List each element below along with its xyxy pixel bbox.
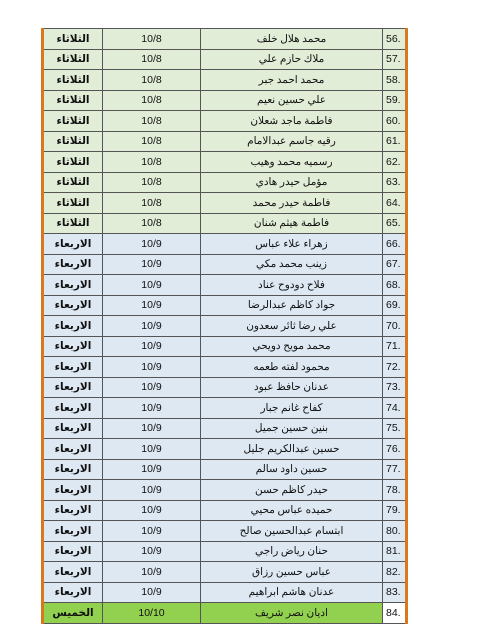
number-cell: 63. bbox=[383, 172, 407, 193]
number-cell: 64. bbox=[383, 193, 407, 214]
number-cell: 73. bbox=[383, 377, 407, 398]
date-cell: 10/10 bbox=[103, 603, 201, 624]
day-cell: الاربعاء bbox=[43, 377, 103, 398]
date-cell: 10/9 bbox=[103, 316, 201, 337]
day-cell: الثلاثاء bbox=[43, 152, 103, 173]
schedule-table-body bbox=[43, 29, 407, 624]
table-row bbox=[43, 439, 407, 460]
day-cell: الاربعاء bbox=[43, 295, 103, 316]
table-row bbox=[43, 480, 407, 501]
name-cell: جواد كاظم عبدالرضا bbox=[201, 295, 383, 316]
table-row bbox=[43, 562, 407, 583]
date-cell: 10/8 bbox=[103, 90, 201, 111]
name-cell: بنين حسين جميل bbox=[201, 418, 383, 439]
table-row bbox=[43, 500, 407, 521]
day-cell: الثلاثاء bbox=[43, 70, 103, 91]
date-cell: 10/8 bbox=[103, 70, 201, 91]
date-cell: 10/9 bbox=[103, 459, 201, 480]
table-row bbox=[43, 131, 407, 152]
number-cell: 62. bbox=[383, 152, 407, 173]
name-cell: حميده عباس محيي bbox=[201, 500, 383, 521]
name-cell: حيدر كاظم حسن bbox=[201, 480, 383, 501]
date-cell: 10/9 bbox=[103, 562, 201, 583]
day-cell: الثلاثاء bbox=[43, 49, 103, 70]
table-row bbox=[43, 398, 407, 419]
day-cell: الاربعاء bbox=[43, 398, 103, 419]
name-cell: حنان رياض راجي bbox=[201, 541, 383, 562]
table-row bbox=[43, 111, 407, 132]
day-cell: الاربعاء bbox=[43, 418, 103, 439]
table-row bbox=[43, 295, 407, 316]
date-cell: 10/9 bbox=[103, 336, 201, 357]
day-cell: الاربعاء bbox=[43, 459, 103, 480]
number-cell: 61. bbox=[383, 131, 407, 152]
name-cell: كفاح غانم جبار bbox=[201, 398, 383, 419]
date-cell: 10/9 bbox=[103, 357, 201, 378]
name-cell: علي رضا ثائر سعدون bbox=[201, 316, 383, 337]
number-cell: 83. bbox=[383, 582, 407, 603]
name-cell: محمود لفته طعمه bbox=[201, 357, 383, 378]
number-cell: 56. bbox=[383, 29, 407, 50]
name-cell: مؤمل حيدر هادي bbox=[201, 172, 383, 193]
date-cell: 10/8 bbox=[103, 49, 201, 70]
day-cell: الاربعاء bbox=[43, 582, 103, 603]
number-cell: 65. bbox=[383, 213, 407, 234]
day-cell: الاربعاء bbox=[43, 521, 103, 542]
date-cell: 10/8 bbox=[103, 213, 201, 234]
number-cell: 79. bbox=[383, 500, 407, 521]
table-row bbox=[43, 582, 407, 603]
name-cell: ملاك حازم علي bbox=[201, 49, 383, 70]
name-cell: فاطمة هيثم شنان bbox=[201, 213, 383, 234]
number-cell: 60. bbox=[383, 111, 407, 132]
date-cell: 10/9 bbox=[103, 377, 201, 398]
number-cell: 66. bbox=[383, 234, 407, 255]
name-cell: علي حسين نعيم bbox=[201, 90, 383, 111]
name-cell: محمد احمد جبر bbox=[201, 70, 383, 91]
number-cell: 74. bbox=[383, 398, 407, 419]
number-cell: 84. bbox=[383, 603, 407, 624]
table-row bbox=[43, 275, 407, 296]
table-row bbox=[43, 336, 407, 357]
date-cell: 10/9 bbox=[103, 582, 201, 603]
number-cell: 77. bbox=[383, 459, 407, 480]
table-row bbox=[43, 603, 407, 624]
number-cell: 59. bbox=[383, 90, 407, 111]
date-cell: 10/8 bbox=[103, 172, 201, 193]
number-cell: 78. bbox=[383, 480, 407, 501]
name-cell: زهراء علاء عباس bbox=[201, 234, 383, 255]
name-cell: فاطمة ماجد شعلان bbox=[201, 111, 383, 132]
name-cell: محمد هلال خلف bbox=[201, 29, 383, 50]
number-cell: 76. bbox=[383, 439, 407, 460]
day-cell: الثلاثاء bbox=[43, 172, 103, 193]
name-cell: محمد مويح دويحي bbox=[201, 336, 383, 357]
day-cell: الاربعاء bbox=[43, 254, 103, 275]
number-cell: 58. bbox=[383, 70, 407, 91]
name-cell: عدنان حافظ عبود bbox=[201, 377, 383, 398]
date-cell: 10/9 bbox=[103, 398, 201, 419]
day-cell: الاربعاء bbox=[43, 234, 103, 255]
date-cell: 10/9 bbox=[103, 500, 201, 521]
day-cell: الثلاثاء bbox=[43, 90, 103, 111]
number-cell: 69. bbox=[383, 295, 407, 316]
name-cell: اديان نصر شريف bbox=[201, 603, 383, 624]
day-cell: الثلاثاء bbox=[43, 193, 103, 214]
number-cell: 82. bbox=[383, 562, 407, 583]
day-cell: الاربعاء bbox=[43, 439, 103, 460]
name-cell: حسين عبدالكريم جليل bbox=[201, 439, 383, 460]
table-row bbox=[43, 541, 407, 562]
day-cell: الاربعاء bbox=[43, 541, 103, 562]
number-cell: 72. bbox=[383, 357, 407, 378]
day-cell: الخميس bbox=[43, 603, 103, 624]
number-cell: 68. bbox=[383, 275, 407, 296]
name-cell: رسميه محمد وهيب bbox=[201, 152, 383, 173]
day-cell: الثلاثاء bbox=[43, 29, 103, 50]
number-cell: 67. bbox=[383, 254, 407, 275]
day-cell: الاربعاء bbox=[43, 275, 103, 296]
name-cell: زينب محمد مكي bbox=[201, 254, 383, 275]
date-cell: 10/9 bbox=[103, 295, 201, 316]
number-cell: 80. bbox=[383, 521, 407, 542]
date-cell: 10/9 bbox=[103, 254, 201, 275]
date-cell: 10/8 bbox=[103, 131, 201, 152]
date-cell: 10/9 bbox=[103, 275, 201, 296]
date-cell: 10/9 bbox=[103, 541, 201, 562]
date-cell: 10/9 bbox=[103, 439, 201, 460]
name-cell: رقيه جاسم عبدالامام bbox=[201, 131, 383, 152]
number-cell: 70. bbox=[383, 316, 407, 337]
date-cell: 10/8 bbox=[103, 193, 201, 214]
table-row bbox=[43, 49, 407, 70]
table-row bbox=[43, 172, 407, 193]
number-cell: 71. bbox=[383, 336, 407, 357]
name-cell: حسين داود سالم bbox=[201, 459, 383, 480]
day-cell: الثلاثاء bbox=[43, 111, 103, 132]
table-row bbox=[43, 213, 407, 234]
table-row bbox=[43, 254, 407, 275]
table-row bbox=[43, 459, 407, 480]
date-cell: 10/9 bbox=[103, 480, 201, 501]
day-cell: الاربعاء bbox=[43, 480, 103, 501]
table-row bbox=[43, 29, 407, 50]
number-cell: 81. bbox=[383, 541, 407, 562]
name-cell: ابتسام عبدالحسين صالح bbox=[201, 521, 383, 542]
name-cell: عدنان هاشم ابراهيم bbox=[201, 582, 383, 603]
table-row bbox=[43, 521, 407, 542]
date-cell: 10/9 bbox=[103, 418, 201, 439]
day-cell: الاربعاء bbox=[43, 316, 103, 337]
day-cell: الثلاثاء bbox=[43, 131, 103, 152]
table-row bbox=[43, 70, 407, 91]
date-cell: 10/9 bbox=[103, 521, 201, 542]
name-cell: فلاح دودوح عناد bbox=[201, 275, 383, 296]
number-cell: 57. bbox=[383, 49, 407, 70]
day-cell: الاربعاء bbox=[43, 562, 103, 583]
date-cell: 10/8 bbox=[103, 152, 201, 173]
day-cell: الاربعاء bbox=[43, 500, 103, 521]
date-cell: 10/8 bbox=[103, 111, 201, 132]
day-cell: الاربعاء bbox=[43, 357, 103, 378]
table-row bbox=[43, 193, 407, 214]
name-cell: عباس حسين رزاق bbox=[201, 562, 383, 583]
day-cell: الاربعاء bbox=[43, 336, 103, 357]
schedule-table bbox=[41, 28, 408, 624]
day-cell: الثلاثاء bbox=[43, 213, 103, 234]
date-cell: 10/8 bbox=[103, 29, 201, 50]
table-row bbox=[43, 377, 407, 398]
table-row bbox=[43, 90, 407, 111]
table-row bbox=[43, 357, 407, 378]
date-cell: 10/9 bbox=[103, 234, 201, 255]
table-row bbox=[43, 234, 407, 255]
table-row bbox=[43, 152, 407, 173]
number-cell: 75. bbox=[383, 418, 407, 439]
name-cell: فاطمة حيدر محمد bbox=[201, 193, 383, 214]
table-row bbox=[43, 418, 407, 439]
table-row bbox=[43, 316, 407, 337]
